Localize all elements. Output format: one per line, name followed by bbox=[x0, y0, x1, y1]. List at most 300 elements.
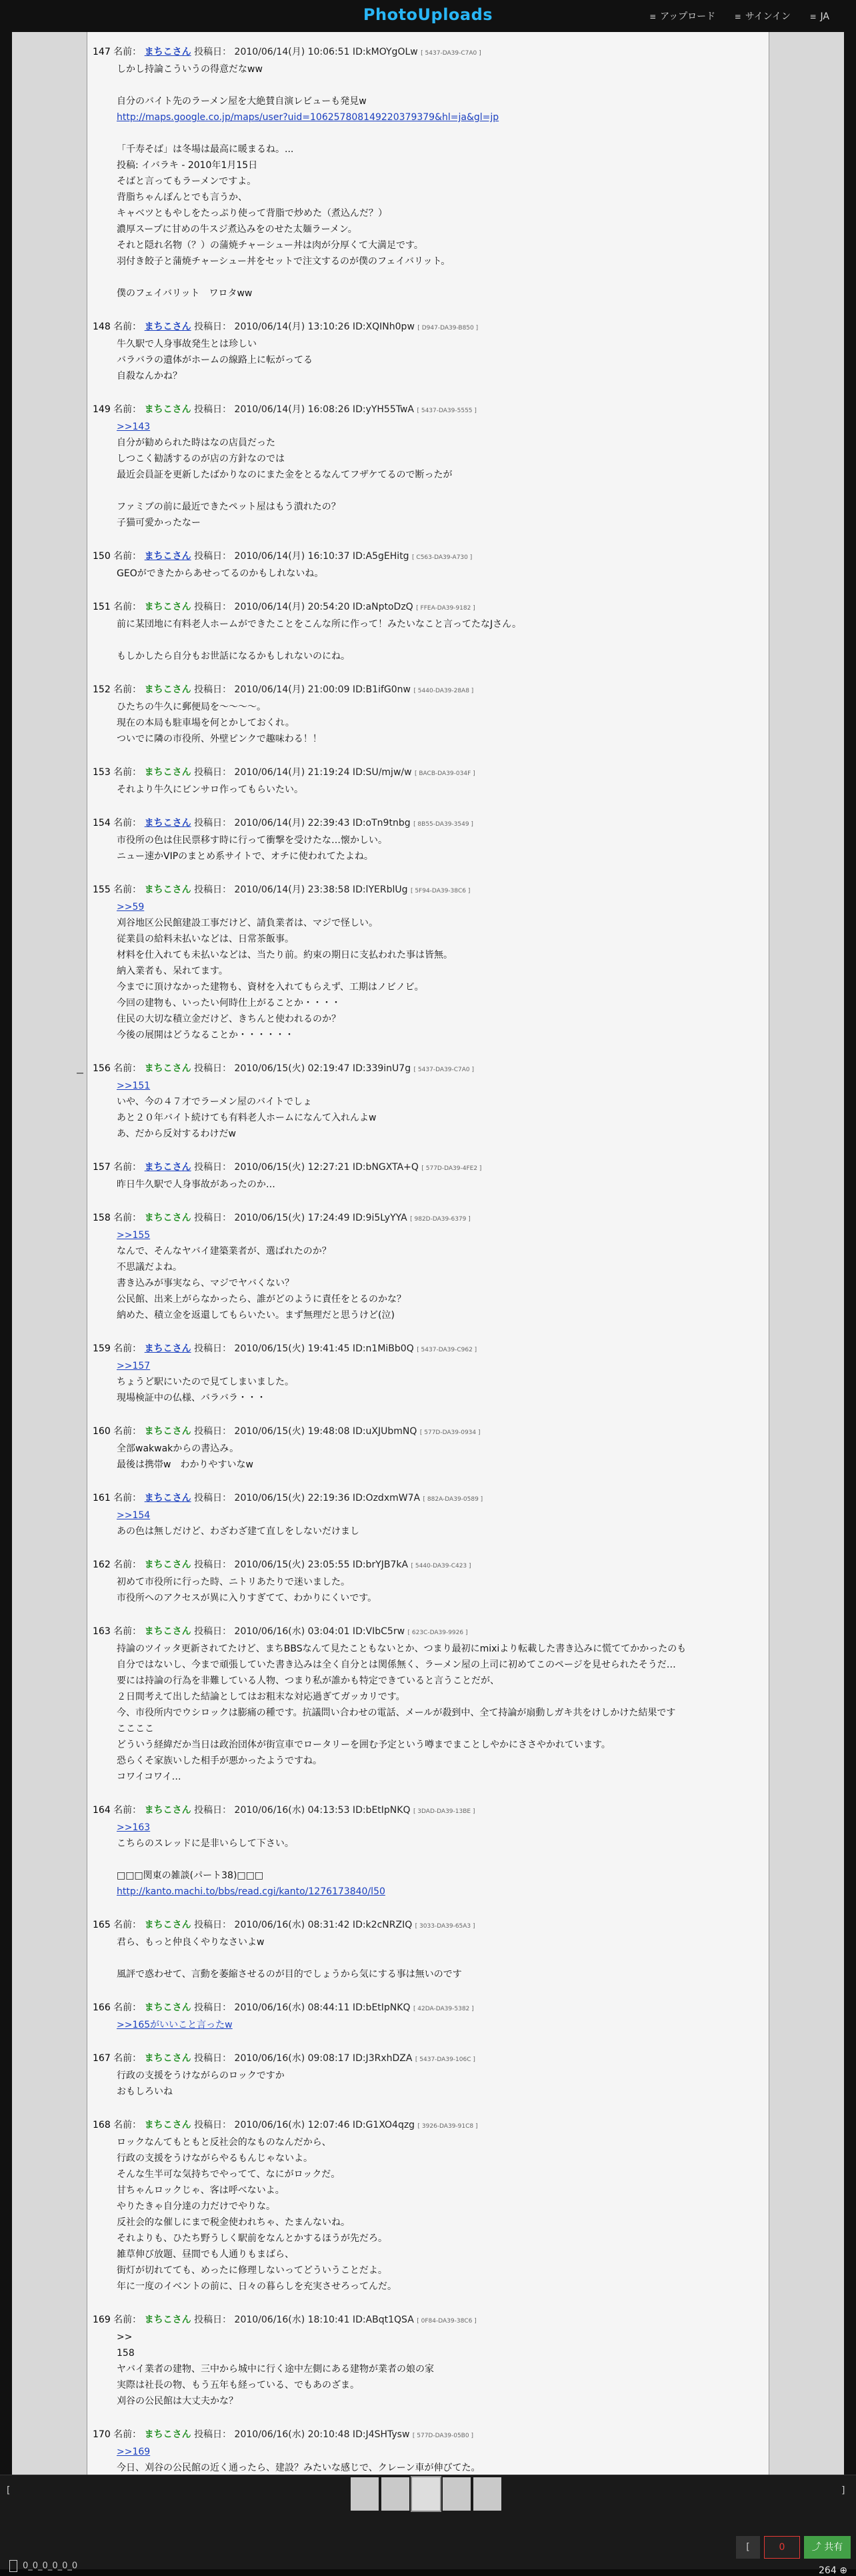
post-be-code: [ 882A-DA39-0589 ] bbox=[423, 1496, 483, 1503]
nav-signin[interactable] bbox=[735, 11, 791, 22]
chevron-right-icon[interactable]: ] bbox=[841, 2485, 845, 2496]
post-number[interactable]: 147 bbox=[93, 47, 111, 57]
post bbox=[93, 44, 769, 301]
post-line: 現場検証中の仏様、バラバラ・・・ bbox=[117, 1393, 266, 1403]
post-header: 163 名前： まちこさん 投稿日： 2010/06/16(水) 03:04:01 ID:VIbC5rw [ 623C-DA39-9926 ] bbox=[93, 1626, 468, 1637]
post-line: 子猫可愛かったなー bbox=[117, 518, 201, 528]
post-line: こちらのスレッドに是非いらして下さい。 bbox=[117, 1838, 294, 1849]
post-body bbox=[93, 1934, 769, 1982]
post-header: 166 名前： まちこさん 投稿日： 2010/06/16(水) 08:44:11 ID:bEtIpNKQ [ 42DA-DA39-5382 ] bbox=[93, 2002, 474, 2013]
post-line: 不思議だよね。 bbox=[117, 1262, 182, 1273]
post-be-code: [ 3926-DA39-91C8 ] bbox=[417, 2123, 478, 2130]
poster-name: まちこさん bbox=[144, 1559, 191, 1570]
post-meta: 投稿日： 2010/06/14(月) 10:06:51 ID:kMOYgOLw bbox=[194, 47, 418, 57]
language-icon: ≡ bbox=[809, 12, 817, 21]
action-button[interactable]: [ bbox=[736, 2536, 760, 2559]
share-label: 共有 bbox=[824, 2542, 843, 2553]
poster-name: まちこさん bbox=[144, 2002, 191, 2013]
post bbox=[93, 548, 769, 582]
post-line: 実際は社長の物、もう五年も経っている、でもあのざま。 bbox=[117, 2380, 359, 2391]
post-be-code: [ 982D-DA39-6379 ] bbox=[410, 1216, 471, 1223]
post-line: 君ら、もっと仲良くやりなさいよw bbox=[117, 1937, 265, 1948]
post-number[interactable]: 149 bbox=[93, 404, 111, 415]
poster-name: まちこさん bbox=[144, 602, 191, 612]
site-logo[interactable]: PhotoUploads bbox=[363, 5, 493, 24]
post-header: 156 名前： まちこさん 投稿日： 2010/06/15(火) 02:19:47 ID:339inU7g [ 5437-DA39-C7A0 ] bbox=[93, 1063, 474, 1074]
post bbox=[93, 1624, 769, 1785]
post-link[interactable]: >>143 bbox=[117, 422, 151, 432]
post-number[interactable]: 167 bbox=[93, 2053, 111, 2064]
post-body bbox=[93, 1078, 769, 1142]
post-line: ちょうど駅にいたので見てしまいました。 bbox=[117, 1377, 294, 1387]
post-meta: 投稿日： 2010/06/15(火) 19:41:45 ID:n1MiBb0Q bbox=[194, 1343, 414, 1354]
post-line: 今、市役所内でウシロックは膨痛の種です。抗議問い合わせの電話、メールが殺到中、全て持論が扇動しガキ共をけしかけた結果です bbox=[117, 1708, 676, 1718]
post bbox=[93, 2117, 769, 2295]
post-header: 169 名前： まちこさん 投稿日： 2010/06/16(水) 18:10:41 ID:ABqt1QSA [ 0F84-DA39-38C6 ] bbox=[93, 2315, 477, 2325]
share-icon: ⤴ bbox=[811, 2542, 821, 2553]
post-line bbox=[117, 483, 769, 499]
right-margin bbox=[769, 32, 844, 2475]
post-line: ついでに隣の市役所、外壁ピンクで趣味わる！！ bbox=[117, 734, 322, 744]
post-line: 雑草伸び放題、昼間でも人通りもまばら、 bbox=[117, 2249, 294, 2260]
post-header: 148 名前： まちこさん 投稿日： 2010/06/14(月) 13:10:26 ID:XQINh0pw [ D947-DA39-B850 ] bbox=[93, 321, 479, 332]
poster-name: まちこさん bbox=[144, 2315, 191, 2325]
post bbox=[93, 2000, 769, 2033]
post-number[interactable]: 148 bbox=[93, 321, 111, 332]
post-meta: 投稿日： 2010/06/14(月) 16:08:26 ID:yYH55TwA bbox=[194, 404, 415, 415]
post-line: あ、だから反対するわけだw bbox=[117, 1129, 236, 1139]
post-meta: 投稿日： 2010/06/14(月) 16:10:37 ID:A5gEHitg bbox=[194, 551, 409, 562]
post-line: 風評で惑わせて、言動を萎縮させるのが目的でしょうから気にする事は無いのです bbox=[117, 1969, 462, 1980]
post-line: 自殺なんかね？ bbox=[117, 371, 182, 382]
post bbox=[93, 1802, 769, 1900]
post-body bbox=[93, 1227, 769, 1323]
post-number[interactable]: 151 bbox=[93, 602, 111, 612]
post-number[interactable]: 158 bbox=[93, 1213, 111, 1223]
post-link[interactable]: http://kanto.machi.to/bbs/read.cgi/kanto/1276173840/l50 bbox=[117, 1886, 385, 1897]
post-link[interactable]: >>151 bbox=[117, 1081, 151, 1091]
post-meta: 投稿日： 2010/06/14(月) 13:10:26 ID:XQINh0pw bbox=[194, 321, 415, 332]
post-meta: 投稿日： 2010/06/16(水) 18:10:41 ID:ABqt1QSA bbox=[194, 2315, 414, 2325]
post-line: 今までに頂けなかった建物も、資材を入れてもらえず、工期はノビノビ。 bbox=[117, 982, 424, 993]
post-line: 今後の展開はどうなることか・・・・・・ bbox=[117, 1030, 294, 1041]
post-header: 147 名前： まちこさん 投稿日： 2010/06/14(月) 10:06:51 ID:kMOYgOLw [ 5437-DA39-C7A0 ] bbox=[93, 47, 481, 57]
poster-name: まちこさん bbox=[144, 1426, 191, 1437]
post-be-code: [ 577D-DA39-0934 ] bbox=[419, 1429, 481, 1436]
post-number[interactable]: 161 bbox=[93, 1493, 111, 1503]
post-meta: 投稿日： 2010/06/14(月) 21:00:09 ID:B1ifG0nw bbox=[194, 684, 411, 695]
post bbox=[93, 815, 769, 864]
post-line: 「千寿そば」は冬場は最高に暖まるね。... bbox=[117, 144, 294, 155]
post-header: 151 名前： まちこさん 投稿日： 2010/06/14(月) 20:54:20 ID:aNptoDzQ [ FFEA-DA39-9182 ] bbox=[93, 602, 475, 612]
poster-name: まちこさん bbox=[144, 2053, 191, 2064]
post-number[interactable]: 169 bbox=[93, 2315, 111, 2325]
nav-signin-label: サインイン bbox=[745, 11, 791, 22]
post-line: 公民館、出来上がらなかったら、誰がどのように責任をとるのかな？ bbox=[117, 1294, 406, 1305]
post bbox=[93, 1159, 769, 1193]
left-margin bbox=[12, 32, 87, 2475]
post-be-code: [ 0F84-DA39-38C6 ] bbox=[417, 2318, 477, 2325]
post-line: 反社会的な催しにまで税金使われちゃ、たまんないね。 bbox=[117, 2217, 350, 2228]
post-link[interactable]: >>169 bbox=[117, 2447, 151, 2457]
post-body bbox=[93, 1820, 769, 1900]
post-line: 前に某団地に有料老人ホームができたことをこんな所に作って！みたいなこと言ってたなJさん。 bbox=[117, 619, 521, 630]
bottom-caption-text: 0_0_0_0_0_0 bbox=[23, 2561, 78, 2571]
post-number[interactable]: 170 bbox=[93, 2429, 111, 2440]
zoom-icon: ⊕ bbox=[839, 2565, 847, 2576]
post-link[interactable]: >>157 bbox=[117, 1361, 151, 1371]
post-line: やりたきゃ自分達の力だけでやりな。 bbox=[117, 2201, 275, 2212]
post-number[interactable]: 157 bbox=[93, 1162, 111, 1173]
post bbox=[93, 319, 769, 384]
post-body bbox=[93, 2134, 769, 2295]
post-header: 160 名前： まちこさん 投稿日： 2010/06/15(火) 19:48:08 ID:uXJUbmNQ [ 577D-DA39-0934 ] bbox=[93, 1426, 481, 1437]
post-header: 157 名前： まちこさん 投稿日： 2010/06/15(火) 12:27:21 ID:bNGXTA+Q [ 577D-DA39-4FE2 ] bbox=[93, 1162, 482, 1173]
post-line: 市役所の色は住民票移す時に行って衝撃を受けたな…懐かしい。 bbox=[117, 835, 387, 846]
post-header: 158 名前： まちこさん 投稿日： 2010/06/15(火) 17:24:49 ID:9i5LyYYA [ 982D-DA39-6379 ] bbox=[93, 1213, 471, 1223]
post-line: そんな生半可な気持ちでやってて、なにがロックだ。 bbox=[117, 2169, 341, 2180]
post-number[interactable]: 155 bbox=[93, 884, 111, 895]
post-header: 150 名前： まちこさん 投稿日： 2010/06/14(月) 16:10:37 ID:A5gEHitg [ C563-DA39-A730 ] bbox=[93, 551, 473, 562]
nav-upload[interactable] bbox=[649, 11, 715, 22]
post-be-code: [ FFEA-DA39-9182 ] bbox=[416, 605, 475, 612]
post-body bbox=[93, 782, 769, 798]
post-be-code: [ 3033-DA39-65A3 ] bbox=[415, 1923, 475, 1930]
post-number[interactable]: 163 bbox=[93, 1626, 111, 1637]
post-header: 167 名前： まちこさん 投稿日： 2010/06/16(水) 09:08:17 ID:J3RxhDZA [ 5437-DA39-106C ] bbox=[93, 2053, 475, 2064]
upload-icon: ≡ bbox=[649, 12, 657, 21]
post-number[interactable]: 165 bbox=[93, 1920, 111, 1930]
post-header: 149 名前： まちこさん 投稿日： 2010/06/14(月) 16:08:26 ID:yYH55TwA [ 5437-DA39-5555 ] bbox=[93, 404, 477, 415]
page-thumbnail[interactable] bbox=[473, 2477, 501, 2511]
post-number[interactable]: 159 bbox=[93, 1343, 111, 1354]
post-line: それと隠れ名物（？）の蒲焼チャーシュー丼は肉が分厚くて大満足です。 bbox=[117, 240, 423, 251]
post-line: ここここ bbox=[117, 1724, 154, 1734]
post-line: 最近会員証を更新したばかりなのにまた金をとるなんてフザケてるので断ったが bbox=[117, 470, 453, 480]
post-number[interactable]: 150 bbox=[93, 551, 111, 562]
post-be-code: [ 5440-DA39-28A8 ] bbox=[413, 688, 474, 694]
poster-name: まちこさん bbox=[144, 684, 191, 695]
poster-name[interactable]: まちこさん bbox=[144, 47, 191, 57]
chevron-left-icon[interactable]: [ bbox=[7, 2485, 11, 2496]
post-line: >> bbox=[117, 2332, 133, 2343]
post-line: 昨日牛久駅で人身事故があったのか… bbox=[117, 1179, 275, 1190]
post-meta: 投稿日： 2010/06/16(水) 09:08:17 ID:J3RxhDZA bbox=[194, 2053, 413, 2064]
post-be-code: [ 5437-DA39-C7A0 ] bbox=[413, 1067, 474, 1073]
bottom-caption bbox=[9, 2560, 77, 2572]
poster-name[interactable]: まちこさん bbox=[144, 551, 191, 562]
post-meta: 投稿日： 2010/06/14(月) 22:39:43 ID:oTn9tnbg bbox=[194, 818, 411, 828]
post bbox=[93, 599, 769, 664]
post-line: そばと言ってもラーメンですよ。 bbox=[117, 176, 257, 187]
post-line: 初めて市役所に行った時、ニトリあたりで迷いました。 bbox=[117, 1577, 350, 1587]
post-line: コワイコワイ… bbox=[117, 1772, 181, 1782]
post-be-code: [ 5437-DA39-C962 ] bbox=[417, 1347, 477, 1353]
post-meta: 投稿日： 2010/06/15(火) 22:19:36 ID:OzdxmW7A bbox=[194, 1493, 421, 1503]
post-line: ヤバイ業者の建物、三中から城中に行く途中左側にある建物が業者の娘の家 bbox=[117, 2364, 434, 2375]
share-button[interactable] bbox=[804, 2536, 851, 2559]
post-line: 刈谷地区公民館建設工事だけど、請負業者は、マジで怪しい。 bbox=[117, 918, 378, 928]
post-body bbox=[93, 419, 769, 531]
post-line: ニュー速かVIPのまとめ系サイトで、オチに使われてたよね。 bbox=[117, 851, 373, 862]
post-line: 羽付き餃子と蒲焼チャーシュー丼をセットで注文するのが僕のフェイバリット。 bbox=[117, 256, 451, 267]
page-thumbnail[interactable] bbox=[351, 2477, 379, 2511]
post-line: あと２０年バイト続けても有料老人ホームになんて入れんよw bbox=[117, 1113, 377, 1123]
poster-name: まちこさん bbox=[144, 1805, 191, 1816]
post-line: 住民の大切な積立金だけど、きちんと使われるのか？ bbox=[117, 1014, 341, 1025]
post-meta: 投稿日： 2010/06/15(火) 02:19:47 ID:339inU7g bbox=[194, 1063, 411, 1074]
post-line bbox=[117, 1950, 769, 1966]
post bbox=[93, 764, 769, 798]
post-body bbox=[93, 899, 769, 1043]
post-line: もしかしたら自分もお世話になるかもしれないのにね。 bbox=[117, 651, 350, 662]
post-body bbox=[93, 1177, 769, 1193]
post-line: 濃厚スープに甘めの牛スジ煮込みをのせた太麺ラーメン。 bbox=[117, 224, 357, 235]
post-line: おもしろいね bbox=[117, 2086, 173, 2097]
post-header: 164 名前： まちこさん 投稿日： 2010/06/16(水) 04:13:53 ID:bEtIpNKQ [ 3DAD-DA39-13BE ] bbox=[93, 1805, 475, 1816]
post-link[interactable]: >>165がいいこと言ったw bbox=[117, 2020, 233, 2030]
post-line: □□□関東の雑談(パート38)□□□ bbox=[117, 1870, 264, 1881]
thumbnail-strip bbox=[351, 2477, 505, 2511]
post bbox=[93, 1061, 769, 1142]
post-meta: 投稿日： 2010/06/15(火) 23:05:55 ID:brYJB7kA bbox=[194, 1559, 409, 1570]
post-be-code: [ 577D-DA39-05B0 ] bbox=[412, 2433, 473, 2439]
post-be-code: [ 3DAD-DA39-13BE ] bbox=[413, 1808, 475, 1815]
post-link[interactable]: >>59 bbox=[117, 902, 145, 912]
post-link[interactable]: >>163 bbox=[117, 1822, 151, 1833]
post-body bbox=[93, 1358, 769, 1406]
post-line: なんで、そんなヤバイ建築業者が、選ばれたのか？ bbox=[117, 1246, 331, 1257]
post-be-code: [ 577D-DA39-4FE2 ] bbox=[421, 1165, 482, 1172]
post-be-code: [ 5F94-DA39-38C6 ] bbox=[410, 888, 471, 894]
post-line: GEOができたからあせってるのかもしれないね。 bbox=[117, 568, 324, 579]
post-line: 最後は携帯w わかりやすいなw bbox=[117, 1459, 253, 1470]
post-line: 全部wakwakからの書込み。 bbox=[117, 1443, 239, 1454]
poster-name: まちこさん bbox=[144, 404, 191, 415]
bracket-icon bbox=[9, 2560, 17, 2572]
poster-name: まちこさん bbox=[144, 2120, 191, 2130]
post-be-code: [ 8B55-DA39-3549 ] bbox=[413, 821, 473, 828]
post bbox=[93, 2050, 769, 2100]
post-header: 170 名前： まちこさん 投稿日： 2010/06/16(水) 20:10:48 ID:J4SHTysw [ 577D-DA39-05B0 ] bbox=[93, 2429, 473, 2440]
post-meta: 投稿日： 2010/06/16(水) 04:13:53 ID:bEtIpNKQ bbox=[194, 1805, 411, 1816]
post-line: 納入業者も、呆れてます。 bbox=[117, 966, 228, 977]
post-body bbox=[93, 2329, 769, 2409]
poster-name[interactable]: まちこさん bbox=[144, 321, 191, 332]
post-body bbox=[93, 616, 769, 664]
post-be-code: [ 5437-DA39-5555 ] bbox=[417, 408, 477, 414]
post-line: それよりも、ひたち野うしく駅前をなんとかするほうが先だろ。 bbox=[117, 2233, 387, 2244]
post-number[interactable]: 164 bbox=[93, 1805, 111, 1816]
post bbox=[93, 1917, 769, 1982]
post-line: 158 bbox=[117, 2348, 135, 2359]
post-line: 年に一度のイベントの前に、日々の暮らしを充実させろってんだ。 bbox=[117, 2281, 397, 2292]
post-line: ２日間考えて出した結論としてはお粗末な対応過ぎてガッカリです。 bbox=[117, 1692, 405, 1702]
post-body bbox=[93, 566, 769, 582]
top-bar bbox=[0, 0, 856, 32]
post-line bbox=[117, 125, 769, 141]
poster-name[interactable]: まちこさん bbox=[144, 818, 191, 828]
post-line: 納めた、積立金を返還してもらいたい。まず無理だと思うけど(泣) bbox=[117, 1310, 395, 1321]
post-line: 行政の支援をうけながらのロックですか bbox=[117, 2070, 285, 2081]
post-be-code: [ 5440-DA39-C423 ] bbox=[411, 1563, 471, 1569]
post-header: 152 名前： まちこさん 投稿日： 2010/06/14(月) 21:00:09 ID:B1ifG0nw [ 5440-DA39-28A8 ] bbox=[93, 684, 474, 695]
poster-name: まちこさん bbox=[144, 1213, 191, 1223]
post-number[interactable]: 160 bbox=[93, 1426, 111, 1437]
top-nav bbox=[633, 9, 829, 23]
post-header: 159 名前： まちこさん 投稿日： 2010/06/15(火) 19:41:45 ID:n1MiBb0Q [ 5437-DA39-C962 ] bbox=[93, 1343, 477, 1354]
post-be-code: [ BACB-DA39-034F ] bbox=[415, 770, 475, 777]
post-header: 155 名前： まちこさん 投稿日： 2010/06/14(月) 23:38:58 ID:lYERblUg [ 5F94-DA39-38C6 ] bbox=[93, 884, 471, 895]
post-be-code: [ 5437-DA39-106C ] bbox=[415, 2056, 475, 2063]
post-body bbox=[93, 1441, 769, 1473]
nav-language-label: JA bbox=[820, 11, 829, 22]
poster-name: まちこさん bbox=[144, 2429, 191, 2440]
post-meta: 投稿日： 2010/06/16(水) 12:07:46 ID:G1XO4qzg bbox=[194, 2120, 415, 2130]
post-line: バラバラの遺体がホームの線路上に転がってる bbox=[117, 355, 313, 366]
post-body bbox=[93, 336, 769, 384]
post-line: あの色は無しだけど、わざわざ建て直しをしないだけまし bbox=[117, 1526, 359, 1537]
page-count-value: 264 bbox=[819, 2565, 837, 2576]
post bbox=[93, 682, 769, 747]
post-body bbox=[93, 1574, 769, 1606]
post-meta: 投稿日： 2010/06/16(水) 08:31:42 ID:k2cNRZIQ bbox=[194, 1920, 413, 1930]
post bbox=[93, 2312, 769, 2409]
page-thumbnail[interactable] bbox=[412, 2477, 440, 2511]
post-be-code: [ 42DA-DA39-5382 ] bbox=[413, 2006, 474, 2012]
post-line: 行政の支援をうけながらやるもんじゃないよ。 bbox=[117, 2153, 313, 2164]
post-header: 162 名前： まちこさん 投稿日： 2010/06/15(火) 23:05:55 ID:brYJB7kA [ 5440-DA39-C423 ] bbox=[93, 1559, 471, 1570]
post-number[interactable]: 156 bbox=[93, 1063, 111, 1074]
post bbox=[93, 402, 769, 531]
post-meta: 投稿日： 2010/06/16(水) 08:44:11 ID:bEtIpNKQ bbox=[194, 2002, 411, 2013]
post-line: ひたちの牛久に郵便局を〜〜〜〜。 bbox=[117, 702, 266, 712]
post-link[interactable]: >>155 bbox=[117, 1230, 151, 1241]
post-header: 161 名前： まちこさん 投稿日： 2010/06/15(火) 22:19:36 ID:OzdxmW7A [ 882A-DA39-0589 ] bbox=[93, 1493, 483, 1503]
post-line: キャベツともやしをたっぷり使って背脂で炒めた（煮込んだ？） bbox=[117, 208, 387, 219]
post-body bbox=[93, 61, 769, 301]
post-line: それより牛久にビンサロ作ってもらいたい。 bbox=[117, 784, 303, 795]
post-line: 自分が勧められた時はなの店員だった bbox=[117, 438, 275, 448]
post-line bbox=[117, 1852, 769, 1868]
post-line: 僕のフェイバリット ワロタww bbox=[117, 288, 253, 299]
post-line: 現在の本局も駐車場を何とかしておくれ。 bbox=[117, 718, 295, 728]
post-line bbox=[117, 77, 769, 93]
post-header: 154 名前： まちこさん 投稿日： 2010/06/14(月) 22:39:43 ID:oTn9tnbg [ 8B55-DA39-3549 ] bbox=[93, 818, 473, 828]
post-be-code: [ 623C-DA39-9926 ] bbox=[407, 1630, 468, 1636]
post-number[interactable]: 162 bbox=[93, 1559, 111, 1570]
post-line: しかし持論こういうの得意だなww bbox=[117, 64, 263, 75]
post bbox=[93, 1341, 769, 1406]
post-header: 165 名前： まちこさん 投稿日： 2010/06/16(水) 08:31:42 ID:k2cNRZIQ [ 3033-DA39-65A3 ] bbox=[93, 1920, 475, 1930]
page-thumbnail[interactable] bbox=[443, 2477, 471, 2511]
post-number[interactable]: 153 bbox=[93, 767, 111, 778]
post-line: 持論のツイッタ更新されてたけど、まちBBSなんて見たこともないとか、つまり最初にmixiより転載した書き込みに慌ててかかったのも bbox=[117, 1644, 687, 1654]
nav-upload-label: アップロード bbox=[660, 11, 716, 22]
post bbox=[93, 1210, 769, 1323]
post-meta: 投稿日： 2010/06/16(水) 20:10:48 ID:J4SHTysw bbox=[194, 2429, 410, 2440]
post-number[interactable]: 152 bbox=[93, 684, 111, 695]
post bbox=[93, 882, 769, 1043]
post-line: 従業員の給料未払いなどは、日常茶飯事。 bbox=[117, 934, 294, 944]
page-thumbnail[interactable] bbox=[381, 2477, 409, 2511]
post-number[interactable]: 168 bbox=[93, 2120, 111, 2130]
post-link[interactable]: >>154 bbox=[117, 1510, 151, 1521]
post-line bbox=[117, 269, 769, 285]
post-line: ロックなんてもともと反社会的なものなんだから、 bbox=[117, 2137, 331, 2148]
post-meta: 投稿日： 2010/06/14(月) 21:19:24 ID:SU/mjw/w bbox=[194, 767, 412, 778]
post-body bbox=[93, 832, 769, 864]
post-line: 書き込みが事実なら、マジでヤバくない？ bbox=[117, 1278, 294, 1289]
post-be-code: [ D947-DA39-B850 ] bbox=[417, 325, 479, 332]
post-line: いや、今の４７才でラーメン屋のバイトでしょ bbox=[117, 1097, 313, 1107]
post-line: ファミブの前に最近できたペット屋はもう潰れたの？ bbox=[117, 502, 341, 512]
page-count bbox=[819, 2565, 847, 2576]
post-line: 街灯が切れてても、めったに修理しないってどういうことだよ。 bbox=[117, 2265, 387, 2276]
post-body bbox=[93, 1507, 769, 1539]
post-line: 甘ちゃんロックじゃ、客は呼べないよ。 bbox=[117, 2185, 285, 2196]
post-line: 今回の建物も、いったい何時仕上がることか・・・・ bbox=[117, 998, 341, 1009]
poster-name: まちこさん bbox=[144, 767, 191, 778]
signin-icon: ≡ bbox=[734, 12, 741, 21]
post-number[interactable]: 166 bbox=[93, 2002, 111, 2013]
poster-name: まちこさん bbox=[144, 1626, 191, 1637]
post bbox=[93, 1490, 769, 1539]
post-meta: 投稿日： 2010/06/14(月) 20:54:20 ID:aNptoDzQ bbox=[194, 602, 413, 612]
post-header: 153 名前： まちこさん 投稿日： 2010/06/14(月) 21:19:24 ID:SU/mjw/w [ BACB-DA39-034F ] bbox=[93, 767, 475, 778]
post-number[interactable]: 154 bbox=[93, 818, 111, 828]
post-line: 自分ではないし、今まで頑張していた書き込みは全く自分とは関係無く、ラーメン屋の上司に初めてこのページを見せられたそうだ… bbox=[117, 1660, 676, 1670]
post-body bbox=[93, 2017, 769, 2033]
post-line: 恐らくそ家族いした相手が悪かったようですね。 bbox=[117, 1756, 322, 1766]
image-stage bbox=[0, 32, 856, 2475]
post-line: 要には持論の行為を非難している人物、つまり私が誰かも特定できていると言うことだが、 bbox=[117, 1676, 499, 1686]
post-line: 刈谷の公民館は大丈夫かな？ bbox=[117, 2396, 238, 2407]
poster-name: まちこさん bbox=[144, 884, 191, 895]
post-meta: 投稿日： 2010/06/16(水) 03:04:01 ID:VIbC5rw bbox=[194, 1626, 405, 1637]
poster-name[interactable]: まちこさん bbox=[144, 1493, 191, 1503]
count-box: 0 bbox=[764, 2536, 800, 2559]
post-header: 168 名前： まちこさん 投稿日： 2010/06/16(水) 12:07:46 ID:G1XO4qzg [ 3926-DA39-91C8 ] bbox=[93, 2120, 478, 2130]
post-line: 投稿: イバラキ - 2010年1月15日 bbox=[117, 160, 258, 171]
post-body bbox=[93, 2068, 769, 2100]
post-meta: 投稿日： 2010/06/15(火) 17:24:49 ID:9i5LyYYA bbox=[194, 1213, 407, 1223]
post-line: 背脂ちゃんぽんとでも言うか、 bbox=[117, 192, 247, 203]
thread-page bbox=[87, 32, 769, 2475]
post-line: 材料を仕入れても未払いなどは、当たり前。約束の期日に支払われた事は皆無。 bbox=[117, 950, 453, 960]
viewer-footer bbox=[0, 2475, 856, 2576]
post-line: しつこく勧誘するのが店の方針なのでは bbox=[117, 454, 285, 464]
post-be-code: [ C563-DA39-A730 ] bbox=[412, 554, 473, 561]
nav-language[interactable] bbox=[809, 11, 829, 22]
post-line: 今日、刈谷の公民館の近く通ったら、建設？みたいな感じで、クレーン車が伸びてた。 bbox=[117, 2463, 481, 2473]
divider bbox=[77, 1073, 83, 1074]
post-body bbox=[93, 1641, 769, 1785]
poster-name[interactable]: まちこさん bbox=[144, 1343, 191, 1354]
post-be-code: [ 5437-DA39-C7A0 ] bbox=[421, 50, 481, 57]
post-body bbox=[93, 699, 769, 747]
post-line: 自分のバイト先のラーメン屋を大絶賛自演レビューも発見w bbox=[117, 96, 367, 107]
poster-name: まちこさん bbox=[144, 1920, 191, 1930]
post-meta: 投稿日： 2010/06/15(火) 19:48:08 ID:uXJUbmNQ bbox=[194, 1426, 417, 1437]
post bbox=[93, 1557, 769, 1606]
post-link[interactable]: http://maps.google.co.jp/maps/user?uid=106257808149220379379&hl=ja&gl=jp bbox=[117, 112, 499, 123]
post-line: 市役所へのアクセスが異に入りすぎてて、わかりにくいです。 bbox=[117, 1593, 377, 1603]
post-line: 牛久駅で人身事故発生とは珍しい bbox=[117, 339, 257, 350]
poster-name[interactable]: まちこさん bbox=[144, 1162, 191, 1173]
poster-name: まちこさん bbox=[144, 1063, 191, 1074]
post-meta: 投稿日： 2010/06/14(月) 23:38:58 ID:lYERblUg bbox=[194, 884, 408, 895]
